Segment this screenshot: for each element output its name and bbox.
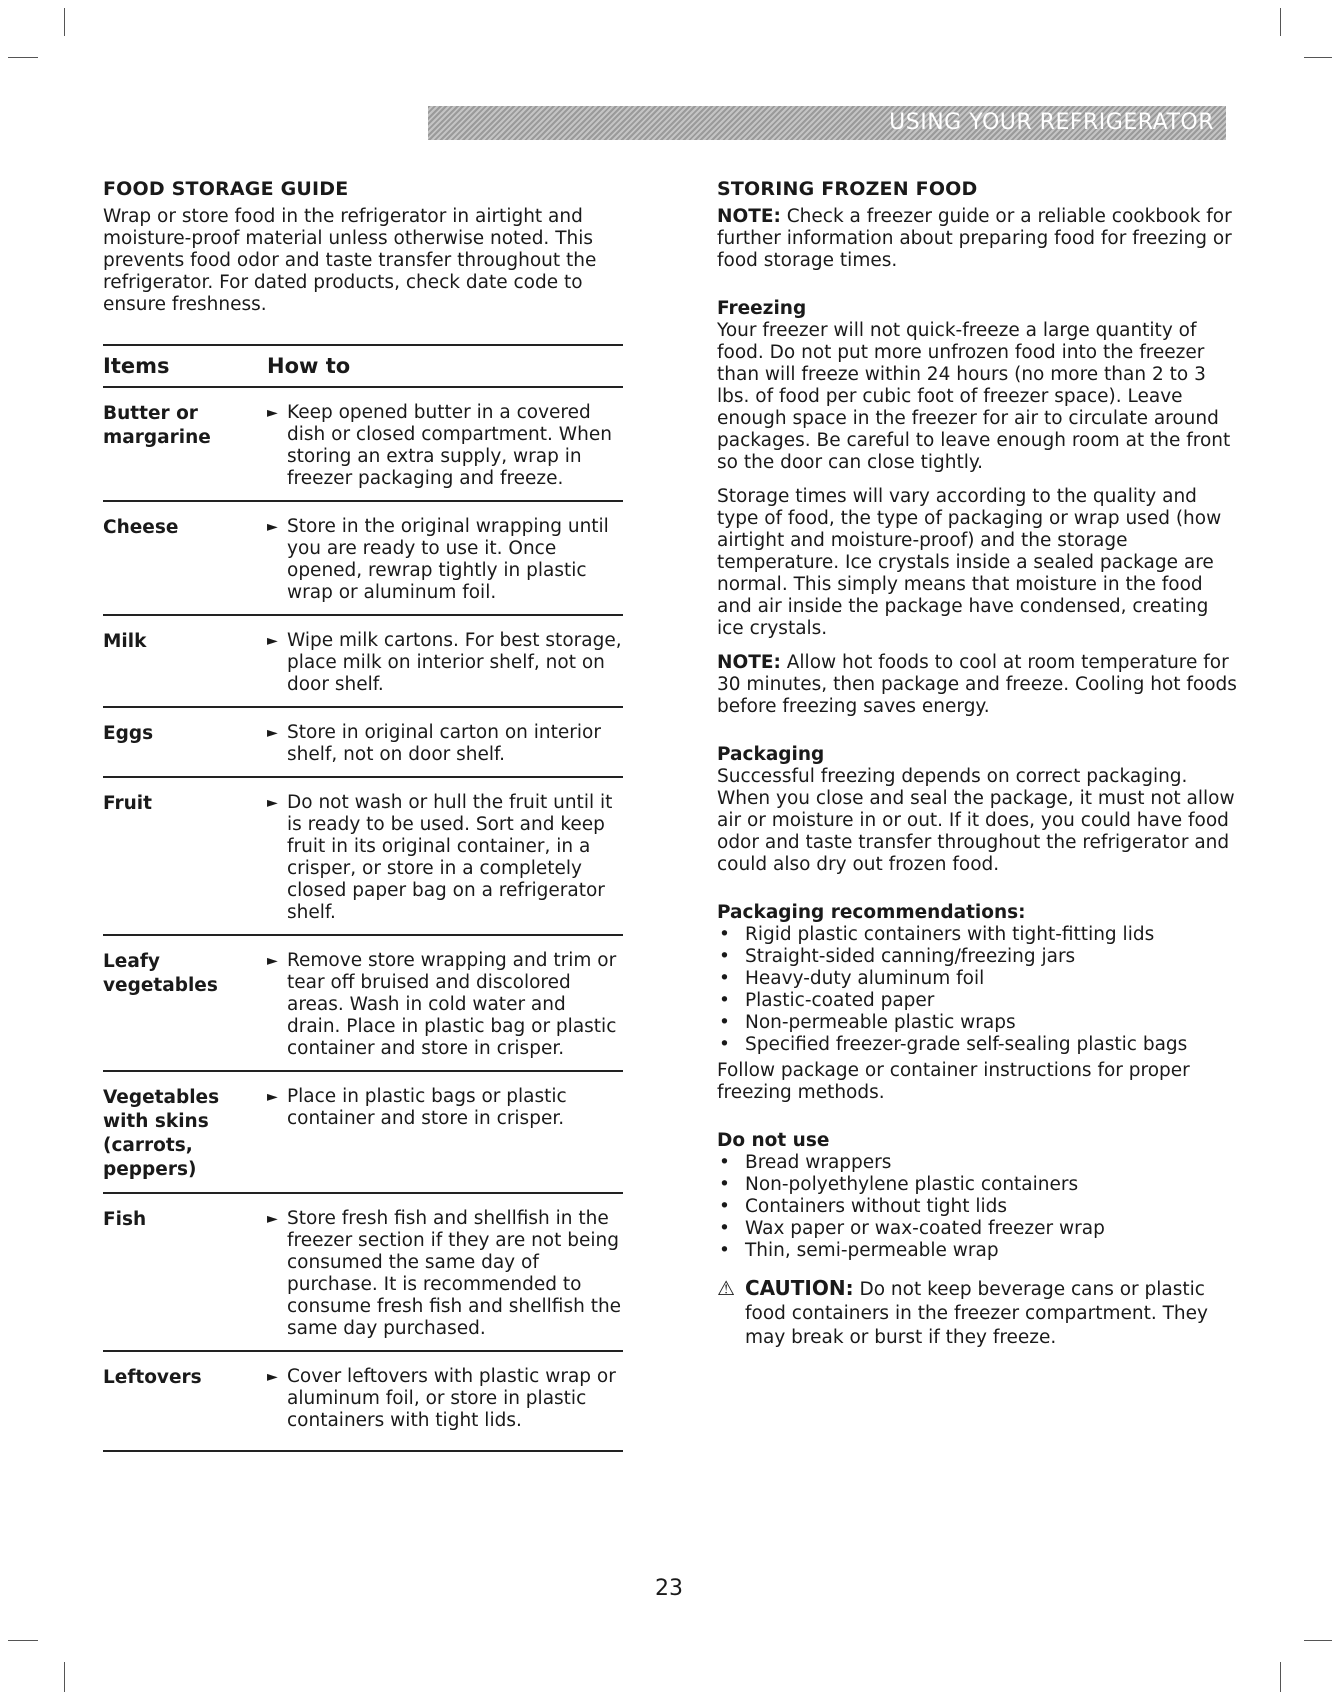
list-item: • Thin, semi-permeable wrap: [717, 1240, 1237, 1262]
list-item: • Plastic-coated paper: [717, 990, 1237, 1012]
do-not-use-list: [717, 1152, 1237, 1262]
row-item: Leftovers: [103, 1367, 202, 1388]
list-item: • Rigid plastic containers with tight-fitting lids: [717, 924, 1237, 946]
note-paragraph: [717, 206, 1237, 272]
table-row: [103, 616, 623, 708]
note-text: Check a freezer guide or a reliable cookbook for further information about preparing food for freezing or food storage times.: [717, 206, 1232, 271]
row-how-to: Place in plastic bags or plastic container and store in crisper.: [287, 1086, 567, 1129]
row-how-to: Wipe milk cartons. For best storage, place milk on interior shelf, not on door shelf.: [287, 630, 622, 695]
food-storage-guide-title: FOOD STORAGE GUIDE: [103, 178, 349, 200]
crop-mark: [64, 1662, 65, 1692]
list-item: • Containers without tight lids: [717, 1196, 1237, 1218]
freezing-heading: Freezing: [717, 298, 807, 319]
row-item: Leafy vegetables: [103, 951, 218, 996]
packaging-paragraph: Successful freezing depends on correct packaging. When you close and seal the package, it must not allow air or moisture in or out. If it does, you could have food odor and taste transfer throughout the refrigerator and could also dry out frozen food.: [717, 766, 1235, 875]
row-how-to: Do not wash or hull the fruit until it is ready to be used. Sort and keep fruit in its original container, in a crisper, or store in a completely closed paper bag on a refrigerator shelf.: [287, 792, 613, 923]
row-item: Fish: [103, 1209, 147, 1230]
table-row: [103, 1072, 623, 1194]
row-how-to: Store fresh fish and shellfish in the freezer section if they are not being consumed the same day of purchase. It is recommended to consume fresh fish and shellfish the same day purchased.: [287, 1208, 622, 1339]
freezing-paragraph: Your freezer will not quick-freeze a large quantity of food. Do not put more unfrozen food into the freezer than will freeze within 24 hours (no more than 2 to 3 lbs. of food per cubic foot of freezer space). Leave enough space in the freezer for air to circulate around packages. Be careful to leave enough room at the front so the door can close tightly.: [717, 320, 1231, 473]
list-item: • Non-permeable plastic wraps: [717, 1012, 1237, 1034]
arrow-bullet-icon: ►: [267, 1211, 278, 1227]
arrow-bullet-icon: ►: [267, 725, 278, 741]
row-how-to: Cover leftovers with plastic wrap or aluminum foil, or store in plastic containers with tight lids.: [287, 1366, 616, 1431]
crop-mark: [8, 1640, 38, 1641]
arrow-bullet-icon: ►: [267, 405, 278, 421]
row-item: Eggs: [103, 723, 154, 744]
note-text: Allow hot foods to cool at room temperature for 30 minutes, then package and freeze. Cooling hot foods before freezing saves energy.: [717, 652, 1237, 717]
list-item: • Bread wrappers: [717, 1152, 1237, 1174]
row-item: Butter or margarine: [103, 403, 211, 448]
column-header-how-to: How to: [267, 354, 351, 378]
caution-text: Do not keep beverage cans or plastic food containers in the freezer compartment. They may break or burst if they freeze.: [745, 1279, 1208, 1348]
storing-frozen-food-title: STORING FROZEN FOOD: [717, 178, 978, 200]
section-header-title: USING YOUR REFRIGERATOR: [889, 110, 1214, 135]
list-item: • Non-polyethylene plastic containers: [717, 1174, 1237, 1196]
row-how-to: Remove store wrapping and trim or tear off bruised and discolored areas. Wash in cold water and drain. Place in plastic bag or plastic container and store in crisper.: [287, 950, 617, 1059]
caution-notice: [717, 1276, 1237, 1350]
crop-mark: [1304, 1640, 1332, 1641]
list-item: • Straight-sided canning/freezing jars: [717, 946, 1237, 968]
arrow-bullet-icon: ►: [267, 1369, 278, 1385]
arrow-bullet-icon: ►: [267, 953, 278, 969]
storage-times-paragraph: Storage times will vary according to the quality and type of food, the type of packaging or wrap used (how airtight and moisture-proof) and the storage temperature. Ice crystals inside a sealed package are normal. This simply means that moisture in the food and air inside the package have condensed, creating ice crystals.: [717, 486, 1222, 639]
arrow-bullet-icon: ►: [267, 795, 278, 811]
table-row: [103, 708, 623, 778]
note-label: NOTE:: [717, 652, 781, 673]
packaging-recommendations-list: [717, 924, 1237, 1056]
table-row: [103, 1352, 623, 1452]
arrow-bullet-icon: ►: [267, 1089, 278, 1105]
row-item: Milk: [103, 631, 147, 652]
list-item: • Wax paper or wax-coated freezer wrap: [717, 1218, 1237, 1240]
food-storage-guide-column: [103, 178, 623, 1452]
storing-frozen-food-column: [717, 178, 1237, 1350]
row-how-to: Store in original carton on interior shelf, not on door shelf.: [287, 722, 601, 765]
crop-mark: [8, 57, 38, 58]
table-row: [103, 388, 623, 502]
table-row: [103, 936, 623, 1072]
packaging-recommendations-heading: Packaging recommendations:: [717, 902, 1026, 923]
section-header-bar: [428, 106, 1226, 140]
food-storage-guide-intro: Wrap or store food in the refrigerator in airtight and moisture-proof material unless otherwise noted. This prevents food odor and taste transfer throughout the refrigerator. For dated products, check date code to ensure freshness.: [103, 206, 597, 315]
food-storage-table: [103, 344, 623, 1452]
row-item: Cheese: [103, 517, 179, 538]
do-not-use-heading: Do not use: [717, 1130, 830, 1151]
row-how-to: Keep opened butter in a covered dish or closed compartment. When storing an extra supply, wrap in freezer packaging and freeze.: [287, 402, 612, 489]
list-item: • Specified freezer-grade self-sealing plastic bags: [717, 1034, 1237, 1056]
column-header-items: Items: [103, 354, 170, 378]
crop-mark: [1280, 8, 1281, 36]
follow-instructions-paragraph: Follow package or container instructions for proper freezing methods.: [717, 1060, 1190, 1103]
crop-mark: [1304, 57, 1332, 58]
table-row: [103, 1194, 623, 1352]
row-how-to: Store in the original wrapping until you are ready to use it. Once opened, rewrap tightly in plastic wrap or aluminum foil.: [287, 516, 609, 603]
arrow-bullet-icon: ►: [267, 519, 278, 535]
table-row: [103, 502, 623, 616]
caution-label: CAUTION:: [745, 1276, 854, 1300]
table-row: [103, 778, 623, 936]
list-item: • Heavy-duty aluminum foil: [717, 968, 1237, 990]
table-header: [103, 344, 623, 388]
row-item: Fruit: [103, 793, 152, 814]
note-paragraph: [717, 652, 1237, 718]
crop-mark: [64, 8, 65, 36]
crop-mark: [1280, 1662, 1281, 1692]
caution-body: [745, 1276, 1237, 1350]
packaging-heading: Packaging: [717, 744, 825, 765]
row-item: Vegetables with skins (carrots, peppers): [103, 1087, 220, 1180]
note-label: NOTE:: [717, 206, 781, 227]
warning-triangle-icon: ⚠: [717, 1276, 735, 1300]
arrow-bullet-icon: ►: [267, 633, 278, 649]
page-number: 23: [655, 1576, 683, 1601]
